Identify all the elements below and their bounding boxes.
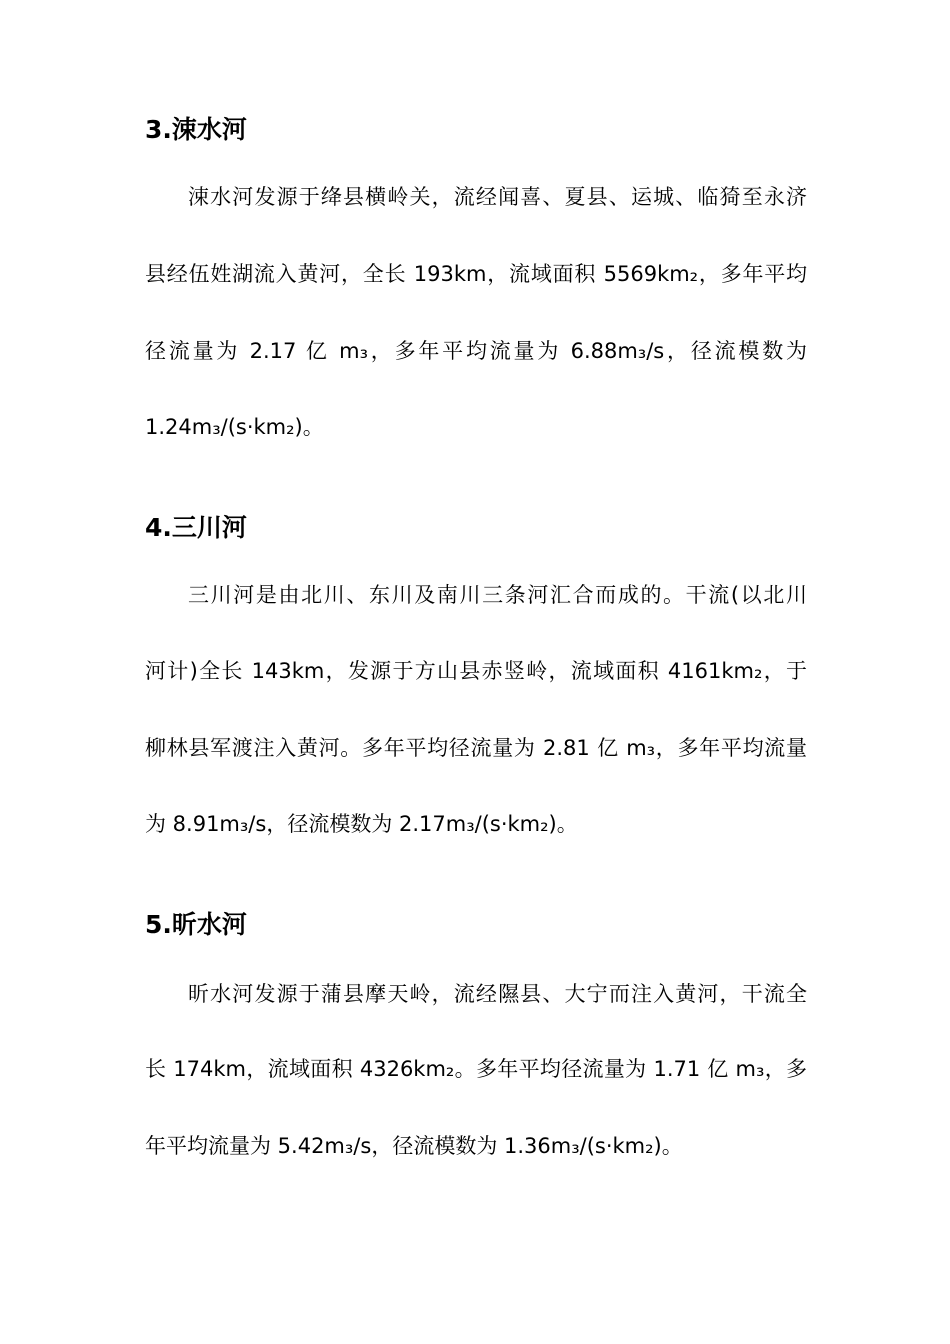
section-heading-xinshui: 5.昕水河 (145, 910, 247, 939)
paragraph-line: 昕水河发源于蒲县摩天岭，流经隰县、大宁而注入黄河，干流全 (188, 982, 807, 1006)
paragraph-line: 涑水河发源于绛县横岭关，流经闻喜、夏县、运城、临猗至永济 (188, 185, 807, 209)
section-heading-sanchuan: 4.三川河 (145, 513, 247, 542)
paragraph-line: 柳林县军渡注入黄河。多年平均径流量为 2.81 亿 m₃，多年平均流量 (145, 736, 807, 760)
paragraph-line: 县经伍姓湖流入黄河，全长 193km，流域面积 5569km₂，多年平均 (145, 262, 807, 286)
paragraph-line: 1.24m₃/(s·km₂)。 (145, 415, 324, 439)
section-heading-sushui: 3.涑水河 (145, 115, 247, 144)
paragraph-line: 径流量为 2.17 亿 m₃，多年平均流量为 6.88m₃/s，径流模数为 (145, 339, 807, 363)
paragraph-line: 年平均流量为 5.42m₃/s，径流模数为 1.36m₃/(s·km₂)。 (145, 1134, 683, 1158)
paragraph-line: 三川河是由北川、东川及南川三条河汇合而成的。干流(以北川 (188, 583, 807, 607)
paragraph-line: 为 8.91m₃/s，径流模数为 2.17m₃/(s·km₂)。 (145, 812, 578, 836)
paragraph-line: 河计)全长 143km，发源于方山县赤竖岭，流域面积 4161km₂，于 (145, 659, 807, 683)
paragraph-line: 长 174km，流域面积 4326km₂。多年平均径流量为 1.71 亿 m₃，多 (145, 1057, 807, 1081)
